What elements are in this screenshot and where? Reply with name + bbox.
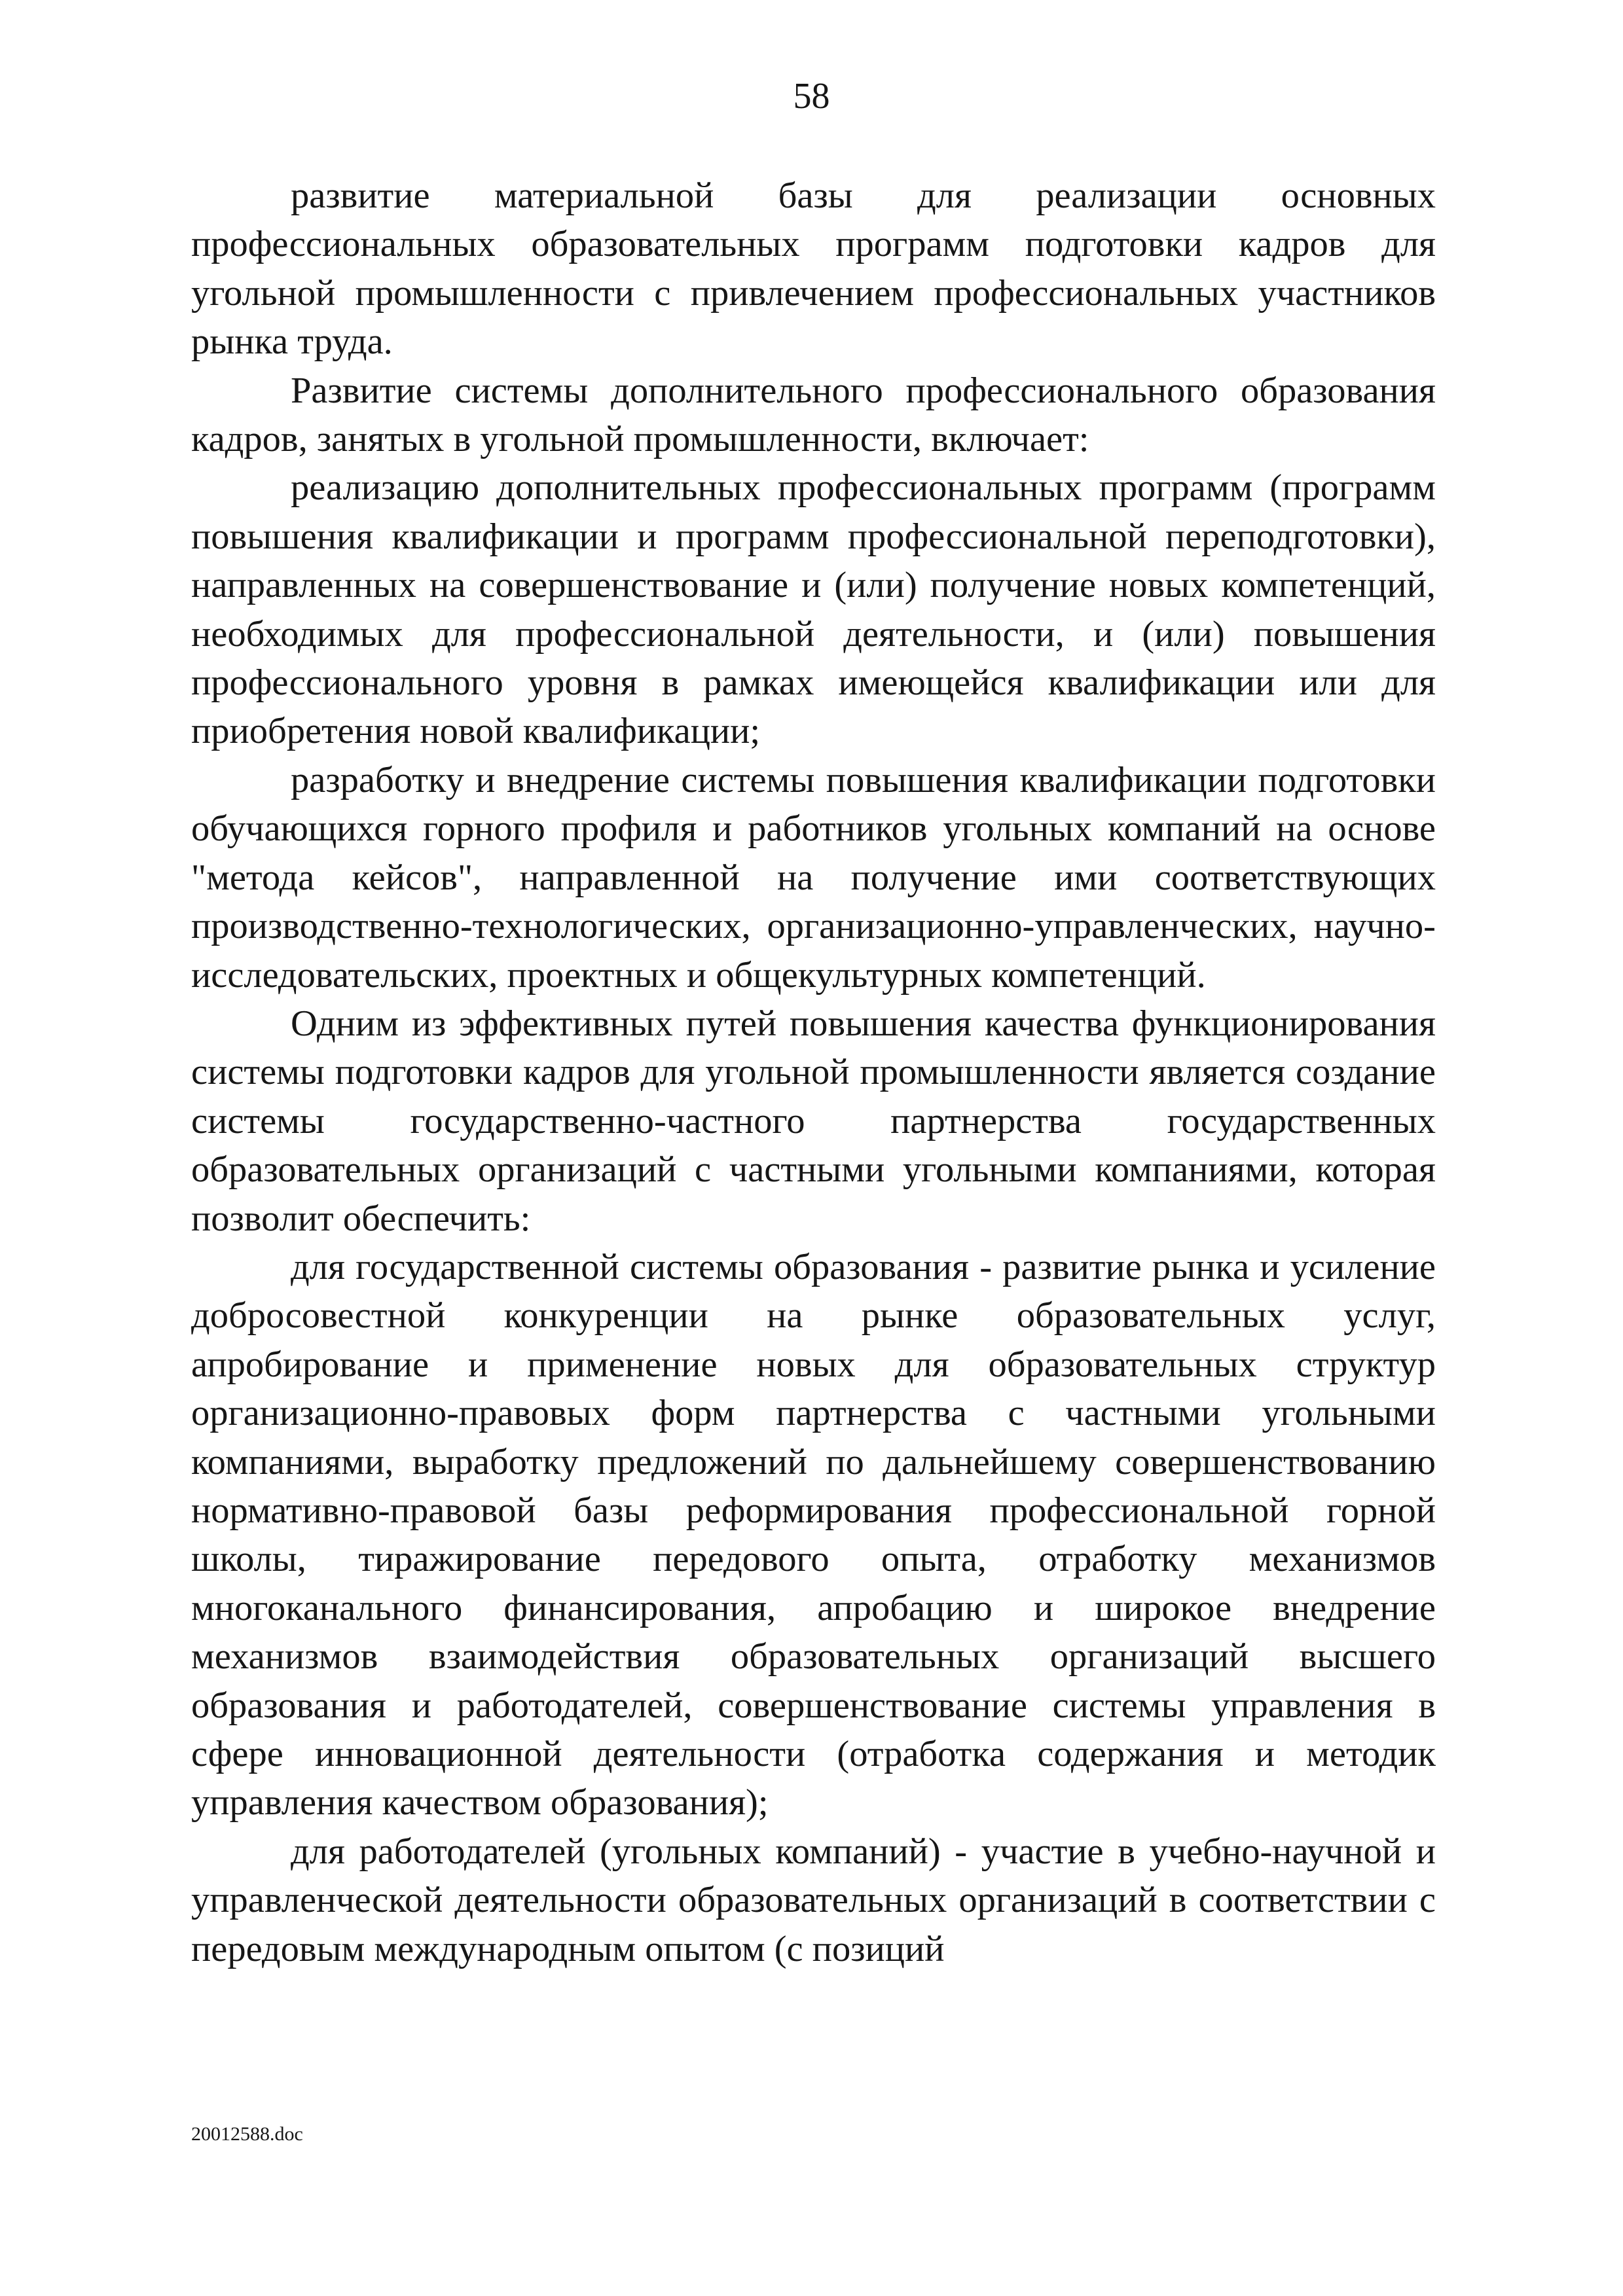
page-number: 58 <box>793 76 830 117</box>
document-filename: 20012588.doc <box>191 2123 303 2145</box>
paragraph-3: реализацию дополнительных профессиональных программ (программ повышения квалификации и программ профессиональной переподготовки), направленных на совершенствование и (или) получение новых компетенций, необходимых для профессиональной деятельности, и (или) повышения профессионального уровня в рамках имеющейся квалификации или для приобретения новой квалификации; <box>191 467 1436 752</box>
paragraph-4: разработку и внедрение системы повышения квалификации подготовки обучающихся горного профиля и работников угольных компаний на основе "метода кейсов", направленной на получение ими соответствующих производственно-технологических, организационно-управленческих, научно-исследовательских, проектных и общекультурных компетенций. <box>191 759 1436 996</box>
paragraph-7: для работодателей (угольных компаний) - участие в учебно-научной и управленческой деятельности образовательных организаций в соответствии с передовым международным опытом (с позиций <box>191 1831 1436 1969</box>
paragraph-2: Развитие системы дополнительного профессионального образования кадров, занятых в угольной промышленности, включает: <box>191 370 1436 460</box>
document-body <box>191 171 1436 1973</box>
paragraph-5: Одним из эффективных путей повышения качества функционирования системы подготовки кадров для угольной промышленности является создание системы государственно-частного партнерства государственных образовательных организаций с частными угольными компаниями, которая позволит обеспечить: <box>191 1003 1436 1239</box>
paragraph-1: развитие материальной базы для реализации основных профессиональных образовательных программ подготовки кадров для угольной промышленности с привлечением профессиональных участников рынка труда. <box>191 175 1436 363</box>
paragraph-6: для государственной системы образования - развитие рынка и усиление добросовестной конкуренции на рынке образовательных услуг, апробирование и применение новых для образовательных структур организационно-правовых форм партнерства с частными угольными компаниями, выработку предложений по дальнейшему совершенствованию нормативно-правовой базы реформирования профессиональной горной школы, тиражирование передового опыта, отработку механизмов многоканального финансирования, апробацию и широкое внедрение механизмов взаимодействия образовательных организаций высшего образования и работодателей, совершенствование системы управления в сфере инновационной деятельности (отработка содержания и методик управления качеством образования); <box>191 1246 1436 1823</box>
